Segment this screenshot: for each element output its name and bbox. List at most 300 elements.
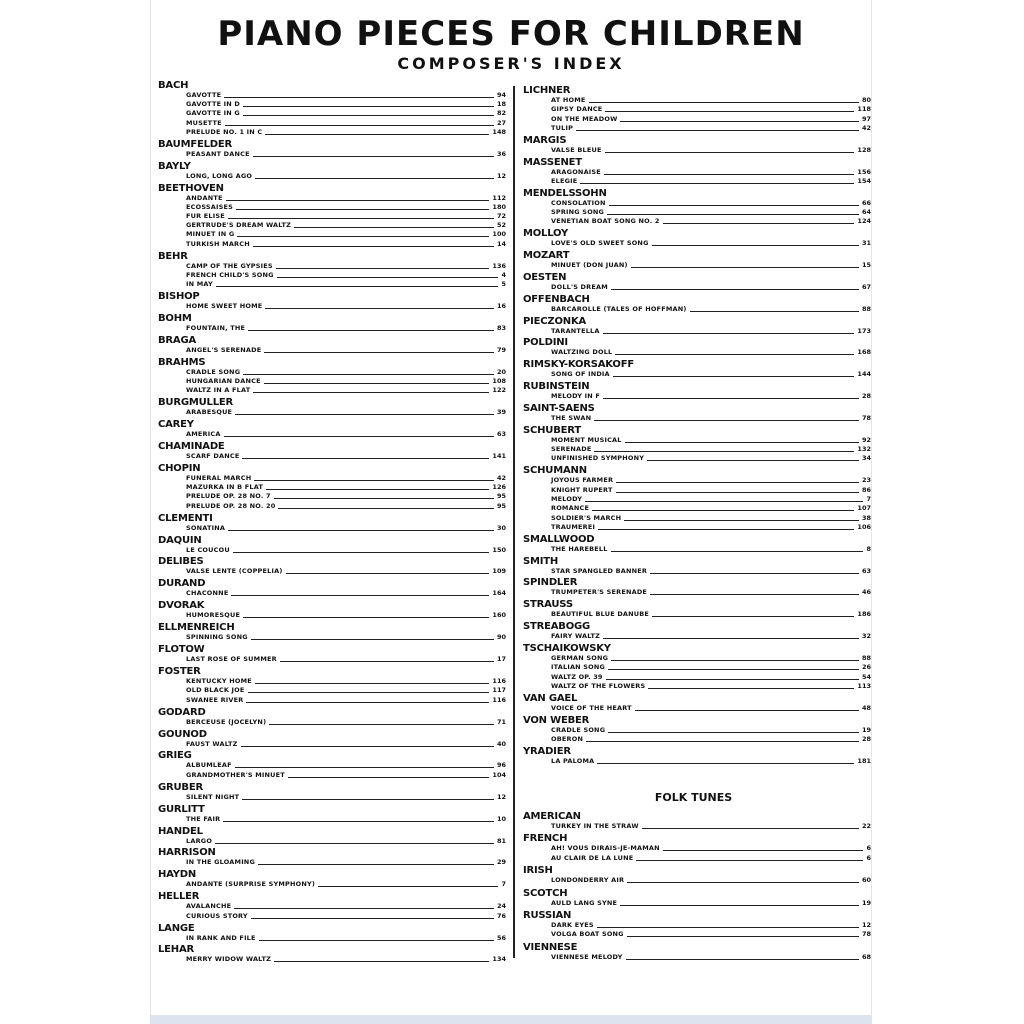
piece-title: TULIP	[551, 123, 574, 132]
index-entry	[551, 876, 871, 885]
leader-line	[642, 828, 859, 829]
leader-line	[226, 200, 490, 201]
leader-line	[243, 106, 494, 107]
index-entry	[551, 454, 871, 463]
index-entry	[551, 124, 871, 133]
leader-line	[265, 134, 489, 135]
index-entry	[551, 854, 871, 863]
leader-line	[228, 530, 494, 531]
index-entry	[186, 686, 506, 695]
composer-name: HELLER	[158, 891, 200, 903]
index-entry	[186, 502, 506, 511]
piece-title: DARK EYES	[551, 920, 594, 929]
piece-title: WALTZ OF THE FLOWERS	[551, 681, 646, 690]
leader-line	[242, 799, 494, 800]
piece-title: SPRING SONG	[551, 208, 605, 217]
page-number: 7	[501, 880, 506, 889]
composer-name: TSCHAIKOWSKY	[523, 642, 611, 654]
page-number: 107	[857, 504, 871, 513]
leader-line	[241, 746, 494, 747]
page-number: 29	[496, 858, 506, 867]
piece-title: VENETIAN BOAT SONG NO. 2	[551, 217, 660, 226]
index-entry	[186, 128, 506, 137]
page-number: 63	[861, 566, 871, 575]
page-number: 34	[861, 454, 871, 463]
index-entry	[186, 696, 506, 705]
leader-line	[264, 383, 490, 384]
index-entry	[186, 492, 506, 501]
piece-title: LONDONDERRY AIR	[551, 876, 625, 885]
page-number: 116	[492, 695, 506, 704]
page-number: 80	[861, 96, 871, 104]
piece-title: MINUET IN G	[186, 230, 235, 239]
leader-line	[243, 617, 489, 618]
piece-title: WALTZ OP. 39	[551, 672, 603, 681]
leader-line	[606, 679, 859, 680]
leader-line	[605, 152, 855, 153]
index-entry	[551, 217, 871, 226]
piece-title: FRENCH CHILD'S SONG	[186, 270, 274, 279]
piece-title: PRELUDE OP. 28 NO. 7	[186, 492, 271, 501]
page-number: 68	[861, 952, 871, 961]
index-entry	[186, 655, 506, 664]
leader-line	[650, 573, 859, 574]
index-entry	[186, 408, 506, 417]
page-number: 24	[496, 902, 506, 911]
page-number: 180	[492, 202, 506, 211]
piece-title: ARAGONAISE	[551, 167, 601, 176]
page-number: 7	[866, 494, 871, 503]
leader-line	[627, 936, 859, 937]
composer-name: DURAND	[158, 578, 206, 590]
leader-line	[265, 308, 494, 309]
index-entry	[186, 91, 506, 100]
index-entry	[551, 704, 871, 713]
piece-title: SONG OF INDIA	[551, 370, 610, 379]
index-entry	[551, 930, 871, 939]
index-entry	[551, 283, 871, 292]
composer-name: HARRISON	[158, 847, 216, 859]
index-entry	[186, 203, 506, 212]
leader-line	[576, 130, 859, 131]
leader-line	[278, 508, 494, 509]
piece-title: PRELUDE OP. 28 NO. 20	[186, 501, 276, 510]
leader-line	[626, 959, 859, 960]
page-number: 81	[496, 836, 506, 845]
index-entry	[186, 368, 506, 377]
page-number: 67	[861, 282, 871, 291]
piece-title: FAIRY WALTZ	[551, 632, 601, 641]
leader-line	[611, 551, 864, 552]
leader-line	[215, 843, 494, 844]
piece-title: AMERICA	[186, 430, 221, 439]
piece-title: MELODY	[551, 494, 583, 503]
index-entry	[551, 239, 871, 248]
page-number: 26	[861, 663, 871, 672]
composer-name: FOSTER	[158, 666, 201, 678]
composer-name: BACH	[158, 80, 189, 91]
index-entry	[186, 271, 506, 280]
page-number: 92	[861, 435, 871, 444]
piece-title: MAZURKA IN B FLAT	[186, 483, 264, 492]
leader-line	[224, 97, 494, 98]
composer-name: GODARD	[158, 706, 206, 718]
leader-line	[611, 289, 859, 290]
composer-name: MOZART	[523, 250, 570, 262]
index-entry	[551, 327, 871, 336]
index-entry	[551, 305, 871, 314]
index-entry	[551, 445, 871, 454]
composer-name: RUBINSTEIN	[523, 381, 590, 393]
piece-title: GAVOTTE IN G	[186, 109, 240, 118]
page-number: 6	[866, 844, 871, 853]
piece-title: OBERON	[551, 734, 584, 743]
index-entry	[551, 261, 871, 270]
index-entry	[551, 370, 871, 379]
index-entry	[186, 172, 506, 181]
leader-line	[586, 741, 859, 742]
piece-title: MELODY IN F	[551, 392, 600, 401]
composer-name: RIMSKY-KORSAKOFF	[523, 359, 634, 371]
piece-title: LARGO	[186, 836, 213, 845]
page-number: 12	[496, 171, 506, 180]
index-entry	[551, 476, 871, 485]
piece-title: VOICE OF THE HEART	[551, 703, 632, 712]
index-entry	[186, 430, 506, 439]
page-number: 122	[492, 386, 506, 395]
piece-title: THE FAIR	[186, 814, 221, 823]
page-number: 6	[866, 853, 871, 862]
piece-title: VIENNESE MELODY	[551, 952, 623, 961]
index-entry	[551, 663, 871, 672]
index-entry	[186, 240, 506, 249]
page-number: 19	[861, 725, 871, 734]
leader-line	[248, 330, 494, 331]
page-number: 28	[861, 392, 871, 401]
composer-name: RUSSIAN	[523, 909, 572, 921]
page-number: 154	[857, 176, 871, 185]
folk-tunes-heading: FOLK TUNES	[654, 791, 733, 804]
piece-title: GAVOTTE IN D	[186, 100, 241, 109]
index-entry	[186, 546, 506, 555]
leader-line	[652, 245, 859, 246]
index-entry	[186, 837, 506, 846]
page-number: 109	[492, 567, 506, 576]
piece-title: HUMORESQUE	[186, 611, 241, 620]
composer-name: BRAHMS	[158, 356, 206, 368]
leader-line	[237, 236, 489, 237]
index-entry	[551, 208, 871, 217]
piece-title: TURKISH MARCH	[186, 239, 250, 248]
piece-title: HOME SWEET HOME	[186, 301, 263, 310]
piece-title: BARCAROLLE (TALES OF HOFFMAN)	[551, 304, 687, 313]
index-entry	[551, 844, 871, 853]
index-entry	[551, 735, 871, 744]
piece-title: GERMAN SONG	[551, 653, 609, 662]
leader-line	[216, 286, 499, 287]
index-entry	[551, 168, 871, 177]
index-entry	[186, 109, 506, 118]
leader-line	[616, 482, 859, 483]
composer-name: STREABOGG	[523, 621, 591, 633]
page-number: 40	[496, 739, 506, 748]
index-entry	[186, 761, 506, 770]
piece-title: ON THE MEADOW	[551, 114, 618, 123]
page-number: 66	[861, 198, 871, 207]
leader-line	[609, 205, 859, 206]
index-entry	[186, 589, 506, 598]
index-entry	[186, 677, 506, 686]
leader-line	[274, 961, 489, 962]
page-number: 88	[861, 653, 871, 662]
page-number: 97	[861, 114, 871, 123]
piece-title: GERTRUDE'S DREAM WALTZ	[186, 221, 292, 230]
piece-title: FAUST WALTZ	[186, 739, 238, 748]
piece-title: JOYOUS FARMER	[551, 476, 614, 485]
leader-line	[594, 420, 859, 421]
index-entry	[551, 414, 871, 423]
page-number: 27	[496, 118, 506, 127]
page-number: 63	[496, 430, 506, 439]
page-number: 42	[861, 123, 871, 132]
leader-line	[234, 908, 494, 909]
leader-line	[225, 125, 494, 126]
index-entry	[551, 115, 871, 124]
piece-title: THE SWAN	[551, 414, 592, 422]
leader-line	[594, 451, 854, 452]
piece-title: PEASANT DANCE	[186, 149, 250, 158]
index-entry	[186, 262, 506, 271]
index-entry	[551, 96, 871, 105]
piece-title: ANGEL'S SERENADE	[186, 345, 262, 354]
index-entry	[551, 436, 871, 445]
composer-name: SMITH	[523, 555, 559, 567]
piece-title: LE COUCOU	[186, 545, 230, 554]
page-number: 126	[492, 483, 506, 492]
index-entry	[551, 523, 871, 532]
page-number: 23	[861, 476, 871, 485]
composer-name: VIENNESE	[523, 941, 578, 953]
page-number: 48	[861, 703, 871, 712]
page-number: 32	[861, 632, 871, 641]
piece-title: PRELUDE NO. 1 IN C	[186, 127, 263, 136]
page-number: 164	[492, 589, 506, 598]
page-number: 141	[492, 452, 506, 461]
leader-line	[253, 392, 489, 393]
composer-name: SCOTCH	[523, 887, 568, 899]
composer-name: LICHNER	[523, 85, 571, 96]
leader-line	[620, 121, 859, 122]
piece-title: TRUMPETER'S SERENADE	[551, 588, 648, 597]
page-number: 134	[492, 955, 506, 964]
leader-line	[255, 683, 490, 684]
piece-title: GAVOTTE	[186, 91, 222, 99]
piece-title: FUNERAL MARCH	[186, 474, 252, 482]
page-number: 15	[861, 261, 871, 270]
piece-title: VALSE LENTE (COPPELIA)	[186, 567, 283, 576]
leader-line	[650, 594, 859, 595]
index-entry	[551, 105, 871, 114]
leader-line	[580, 183, 854, 184]
page-number: 17	[496, 655, 506, 664]
index-entry	[551, 495, 871, 504]
piece-title: ARABESQUE	[186, 408, 233, 417]
index-entry	[551, 199, 871, 208]
piece-title: ECOSSAISES	[186, 202, 234, 211]
index-entry	[551, 632, 871, 641]
index-entry	[551, 504, 871, 513]
leader-line	[690, 311, 859, 312]
composer-name: BISHOP	[158, 290, 200, 302]
piece-title: HUNGARIAN DANCE	[186, 377, 261, 385]
index-entry	[186, 955, 506, 964]
index-entry	[551, 822, 871, 831]
page-number: 124	[857, 217, 871, 226]
composer-name: GURLITT	[158, 803, 205, 815]
piece-title: ANDANTE	[186, 193, 223, 202]
page-number: 71	[496, 717, 506, 726]
leader-line	[251, 639, 494, 640]
leader-line	[235, 767, 494, 768]
leader-line	[589, 102, 859, 103]
leader-line	[592, 510, 854, 511]
composer-name: CHOPIN	[158, 463, 201, 474]
index-entry	[551, 682, 871, 691]
index-entry	[186, 793, 506, 802]
composer-name: PIECZONKA	[523, 315, 587, 327]
leader-line	[264, 352, 494, 353]
composer-name: BEETHOVEN	[158, 182, 224, 194]
composer-name: GRUBER	[158, 781, 203, 793]
piece-title: CRADLE SONG	[186, 367, 241, 376]
page-number: 31	[861, 239, 871, 248]
leader-line	[233, 552, 490, 553]
piece-title: SPINNING SONG	[186, 633, 248, 642]
composer-name: BOHM	[158, 312, 192, 324]
page-number: 30	[496, 523, 506, 532]
piece-title: CHACONNE	[186, 589, 229, 598]
leader-line	[253, 246, 494, 247]
index-entry	[551, 146, 871, 155]
page-number: 118	[857, 105, 871, 114]
index-entry	[551, 953, 871, 962]
page-number: 168	[857, 348, 871, 357]
leader-line	[615, 354, 854, 355]
leader-line	[258, 864, 494, 865]
page-number: 108	[492, 377, 506, 385]
composer-name: CHAMINADE	[158, 441, 225, 453]
leader-line	[254, 480, 494, 481]
composer-name: BRAGA	[158, 334, 197, 346]
composer-name: POLDINI	[523, 337, 568, 349]
page-number: 83	[496, 323, 506, 332]
page-number: 56	[496, 933, 506, 942]
composer-name: SCHUBERT	[523, 424, 581, 436]
index-entry	[186, 880, 506, 889]
composer-name: IRISH	[523, 865, 553, 877]
piece-title: IN RANK AND FILE	[186, 933, 256, 942]
piece-title: FOUNTAIN, THE	[186, 323, 246, 332]
index-entry	[186, 194, 506, 203]
leader-line	[663, 850, 864, 851]
leader-line	[631, 267, 859, 268]
piece-title: SONATINA	[186, 523, 226, 532]
piece-title: AU CLAIR DE LA LUNE	[551, 853, 634, 862]
leader-line	[253, 156, 494, 157]
leader-line	[288, 777, 489, 778]
page-number: 72	[496, 212, 506, 221]
piece-title: IN MAY	[186, 280, 213, 288]
index-entry	[186, 740, 506, 749]
piece-title: SERENADE	[551, 445, 592, 454]
page-number: 12	[861, 920, 871, 929]
index-entry	[551, 392, 871, 401]
composer-name: VAN GAEL	[523, 692, 578, 704]
index-entry	[186, 302, 506, 311]
composer-name: BURGMULLER	[158, 397, 233, 409]
index-entry	[186, 386, 506, 395]
piece-title: ROMANCE	[551, 504, 590, 513]
leader-line	[242, 458, 489, 459]
leader-line	[248, 692, 490, 693]
piece-title: SWANEE RIVER	[186, 695, 244, 704]
page-number: 144	[857, 370, 871, 379]
index-entry	[551, 726, 871, 735]
index-entry	[186, 483, 506, 492]
leader-line	[251, 918, 494, 919]
leader-line	[603, 638, 859, 639]
index-entry	[186, 524, 506, 533]
leader-line	[236, 209, 489, 210]
composer-name: BAUMFELDER	[158, 138, 232, 150]
index-entry	[551, 588, 871, 597]
piece-title: LONG, LONG AGO	[186, 171, 253, 180]
index-entry	[551, 673, 871, 682]
composer-name: VON WEBER	[523, 714, 590, 726]
composer-name: CLEMENTI	[158, 512, 213, 524]
page-number: 18	[496, 100, 506, 109]
leader-line	[318, 886, 498, 887]
composer-name: OESTEN	[523, 271, 567, 283]
index-entry	[186, 718, 506, 727]
piece-title: ANDANTE (SURPRISE SYMPHONY)	[186, 880, 316, 889]
footer-band	[150, 1015, 872, 1024]
leader-line	[224, 436, 494, 437]
piece-title: ALBUMLEAF	[186, 761, 232, 770]
page-number: 46	[861, 588, 871, 597]
piece-title: AH! VOUS DIRAIS-JE-MAMAN	[551, 844, 660, 853]
leader-line	[259, 940, 494, 941]
page-number: 128	[857, 145, 871, 154]
index-entry	[186, 633, 506, 642]
page-number: 96	[496, 761, 506, 770]
index-entry	[551, 545, 871, 554]
index-entry	[186, 815, 506, 824]
composer-name: BAYLY	[158, 160, 191, 172]
page-number: 95	[496, 492, 506, 501]
leader-line	[597, 927, 859, 928]
leader-line	[608, 732, 859, 733]
leader-line	[243, 374, 494, 375]
page-number: 5	[501, 280, 506, 288]
page-number: 60	[861, 876, 871, 885]
index-entry	[551, 177, 871, 186]
page-number: 150	[492, 545, 506, 554]
page-number: 8	[866, 544, 871, 553]
leader-line	[243, 115, 494, 116]
piece-title: THE HAREBELL	[551, 544, 608, 553]
page-number: 22	[861, 822, 871, 830]
